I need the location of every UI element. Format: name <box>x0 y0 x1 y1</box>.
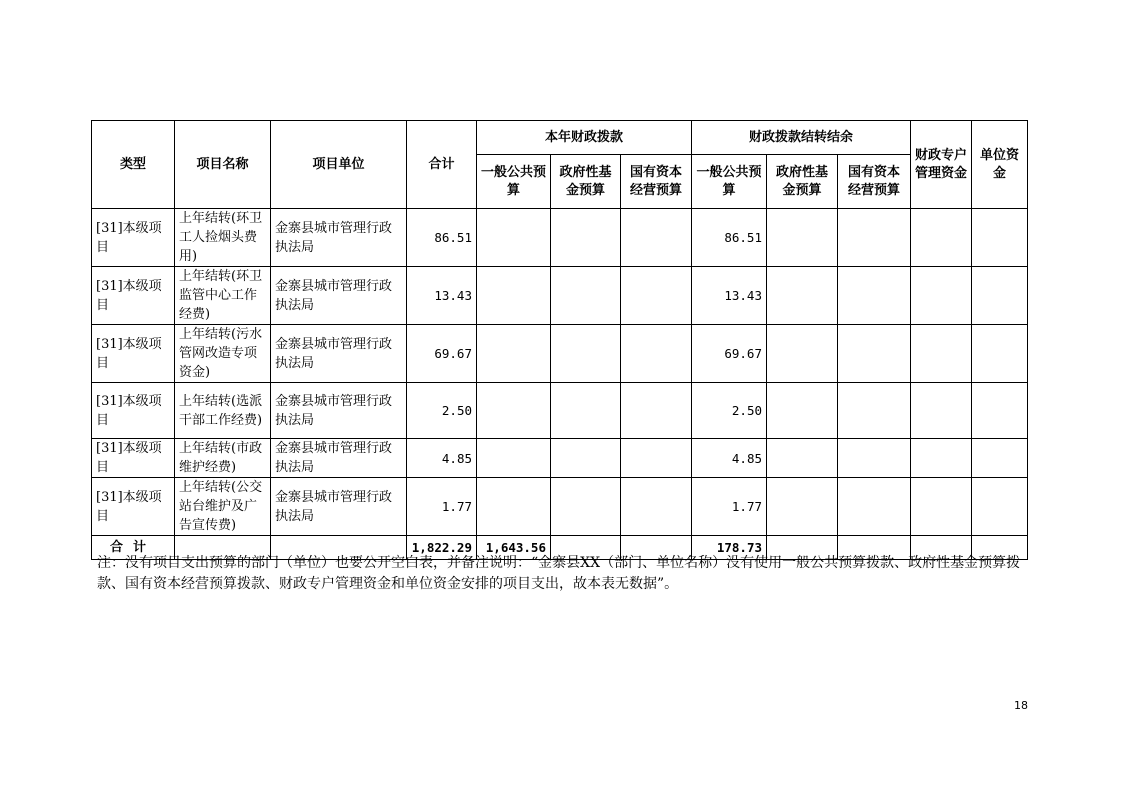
row-special-fund <box>911 439 972 478</box>
project-expenditure-table <box>91 120 1028 560</box>
total-amount: 1,822.29 <box>407 536 477 560</box>
table-row <box>92 383 1028 439</box>
row-current-state-capital <box>621 267 692 325</box>
total-current-general: 1,643.56 <box>477 536 551 560</box>
row-unit-fund <box>972 209 1028 267</box>
header-project-unit: 项目单位 <box>271 121 407 209</box>
row-special-fund <box>911 383 972 439</box>
row-current-gov-fund <box>551 383 621 439</box>
row-special-fund <box>911 478 972 536</box>
header-current-general-budget: 一般公共预算 <box>477 155 551 209</box>
header-carryover-balance: 财政拨款结转结余 <box>692 121 911 155</box>
row-special-fund <box>911 209 972 267</box>
row-project-name: 上年结转(污水管网改造专项资金) <box>175 325 271 383</box>
row-type: [31]本级项目 <box>92 439 175 478</box>
row-project-name: 上年结转(环卫监管中心工作经费) <box>175 267 271 325</box>
table-row <box>92 478 1028 536</box>
row-project-unit: 金寨县城市管理行政执法局 <box>271 267 407 325</box>
row-current-gov-fund <box>551 478 621 536</box>
page-number: 18 <box>1014 699 1028 712</box>
row-carry-general: 2.50 <box>692 383 767 439</box>
row-current-general <box>477 439 551 478</box>
row-current-state-capital <box>621 383 692 439</box>
row-carry-state-capital <box>838 325 911 383</box>
row-current-general <box>477 267 551 325</box>
row-project-unit: 金寨县城市管理行政执法局 <box>271 439 407 478</box>
header-carry-state-capital-budget: 国有资本经营预算 <box>838 155 911 209</box>
row-current-gov-fund <box>551 439 621 478</box>
row-carry-state-capital <box>838 383 911 439</box>
header-unit-fund: 单位资金 <box>972 121 1028 209</box>
row-current-general <box>477 383 551 439</box>
table-row <box>92 209 1028 267</box>
table-row <box>92 325 1028 383</box>
row-type: [31]本级项目 <box>92 209 175 267</box>
row-carry-state-capital <box>838 478 911 536</box>
row-type: [31]本级项目 <box>92 325 175 383</box>
row-unit-fund <box>972 478 1028 536</box>
row-total: 86.51 <box>407 209 477 267</box>
header-project-name: 项目名称 <box>175 121 271 209</box>
row-carry-general: 69.67 <box>692 325 767 383</box>
row-carry-gov-fund <box>767 325 838 383</box>
row-current-general <box>477 325 551 383</box>
row-carry-general: 13.43 <box>692 267 767 325</box>
row-unit-fund <box>972 439 1028 478</box>
row-project-name: 上年结转(选派干部工作经费) <box>175 383 271 439</box>
row-total: 69.67 <box>407 325 477 383</box>
row-project-unit: 金寨县城市管理行政执法局 <box>271 383 407 439</box>
row-total: 4.85 <box>407 439 477 478</box>
row-carry-general: 86.51 <box>692 209 767 267</box>
row-project-unit: 金寨县城市管理行政执法局 <box>271 478 407 536</box>
header-current-year-appropriation: 本年财政拨款 <box>477 121 692 155</box>
table-row <box>92 439 1028 478</box>
total-label: 合计 <box>92 536 175 560</box>
header-carry-gov-fund-budget: 政府性基金预算 <box>767 155 838 209</box>
total-carry-general: 178.73 <box>692 536 767 560</box>
row-carry-gov-fund <box>767 383 838 439</box>
row-current-state-capital <box>621 209 692 267</box>
row-carry-general: 4.85 <box>692 439 767 478</box>
row-current-gov-fund <box>551 325 621 383</box>
row-current-state-capital <box>621 439 692 478</box>
row-project-name: 上年结转(环卫工人捡烟头费用) <box>175 209 271 267</box>
header-carry-general-budget: 一般公共预算 <box>692 155 767 209</box>
row-type: [31]本级项目 <box>92 383 175 439</box>
row-carry-state-capital <box>838 267 911 325</box>
row-current-general <box>477 209 551 267</box>
table-row <box>92 267 1028 325</box>
row-current-gov-fund <box>551 267 621 325</box>
row-carry-gov-fund <box>767 439 838 478</box>
row-carry-gov-fund <box>767 267 838 325</box>
row-current-state-capital <box>621 325 692 383</box>
row-project-name: 上年结转(公交站台维护及广告宣传费) <box>175 478 271 536</box>
row-unit-fund <box>972 267 1028 325</box>
header-current-state-capital-budget: 国有资本经营预算 <box>621 155 692 209</box>
row-project-name: 上年结转(市政维护经费) <box>175 439 271 478</box>
row-current-gov-fund <box>551 209 621 267</box>
row-unit-fund <box>972 325 1028 383</box>
header-type: 类型 <box>92 121 175 209</box>
header-current-gov-fund-budget: 政府性基金预算 <box>551 155 621 209</box>
row-total: 13.43 <box>407 267 477 325</box>
row-type: [31]本级项目 <box>92 267 175 325</box>
row-project-unit: 金寨县城市管理行政执法局 <box>271 209 407 267</box>
row-special-fund <box>911 325 972 383</box>
row-unit-fund <box>972 383 1028 439</box>
row-carry-general: 1.77 <box>692 478 767 536</box>
row-total: 2.50 <box>407 383 477 439</box>
header-total: 合计 <box>407 121 477 209</box>
row-special-fund <box>911 267 972 325</box>
row-total: 1.77 <box>407 478 477 536</box>
row-carry-gov-fund <box>767 209 838 267</box>
row-carry-state-capital <box>838 439 911 478</box>
row-carry-state-capital <box>838 209 911 267</box>
row-current-state-capital <box>621 478 692 536</box>
footnote: 注：没有项目支出预算的部门（单位）也要公开空白表，并备注说明：“金寨县XX（部门、单位名称）没有使用一般公共预算拨款、政府性基金预算拨款、国有资本经营预算拨款、财政专户管理资金和单位资金安排的项目支出，故本表无数据”。 <box>97 555 1021 592</box>
header-special-account-fund: 财政专户管理资金 <box>911 121 972 209</box>
row-carry-gov-fund <box>767 478 838 536</box>
row-current-general <box>477 478 551 536</box>
row-type: [31]本级项目 <box>92 478 175 536</box>
row-project-unit: 金寨县城市管理行政执法局 <box>271 325 407 383</box>
